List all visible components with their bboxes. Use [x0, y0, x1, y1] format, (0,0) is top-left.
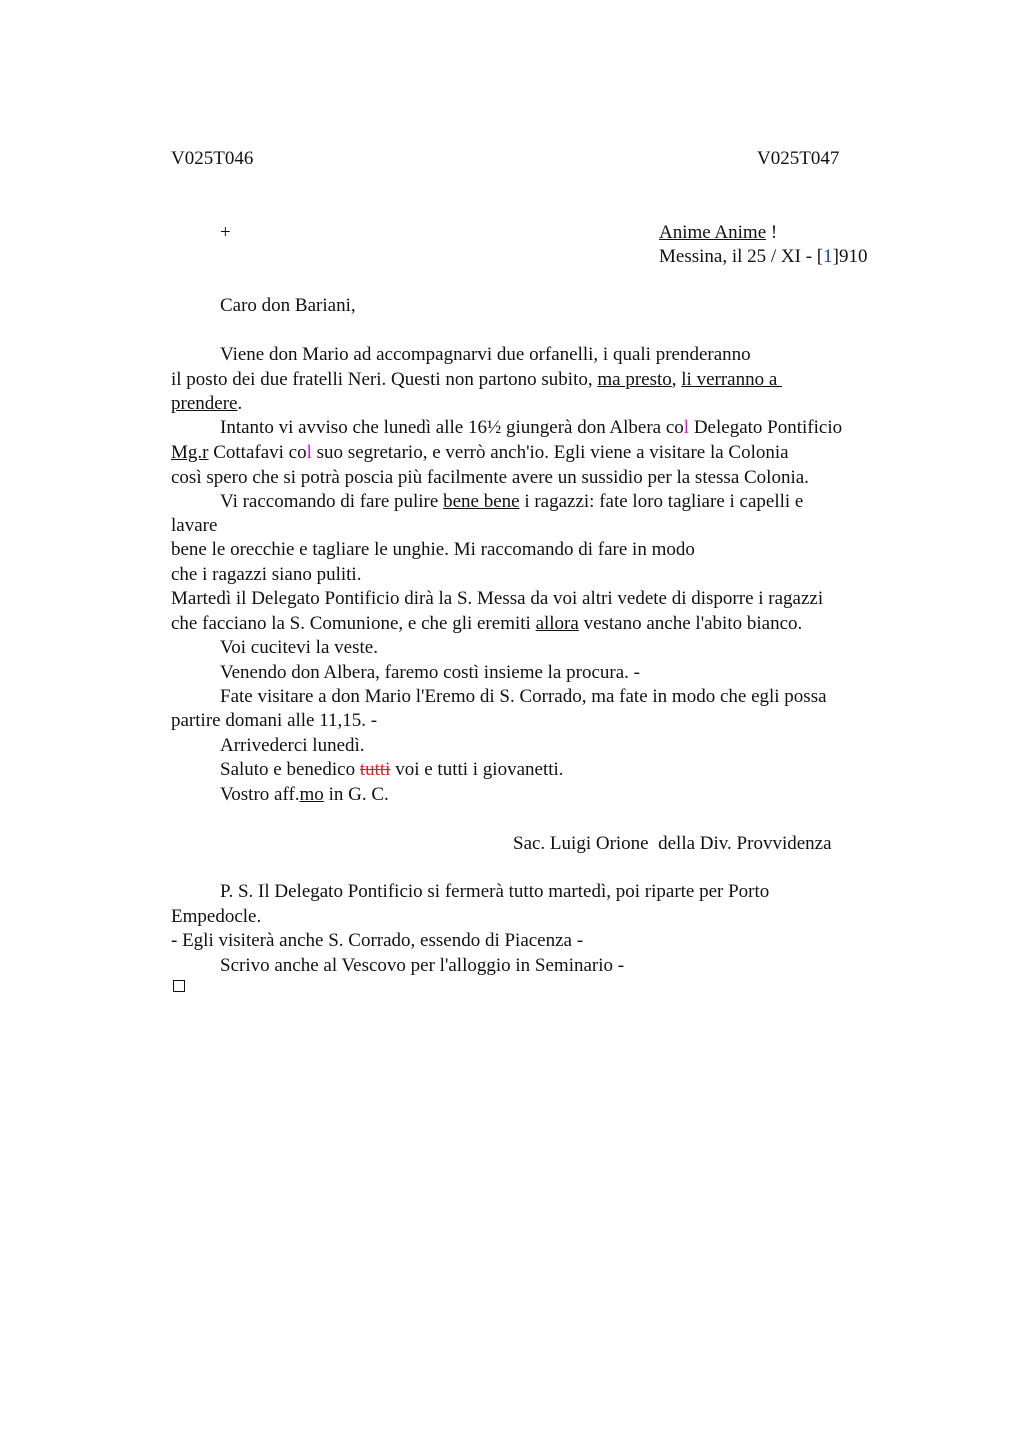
p3-line-2: lavare	[171, 515, 218, 536]
p9-text: Saluto e benedico	[220, 759, 360, 780]
p10-line	[220, 783, 389, 807]
salutation: Caro don Bariani,	[220, 295, 356, 316]
p7-line-2: partire domani alle 11,15. -	[171, 710, 378, 731]
ps-line-2: Empedocle.	[171, 906, 262, 927]
p1-line-2-text: il posto dei due fratelli Neri. Questi non partono subito,	[171, 369, 598, 390]
motto	[659, 221, 777, 245]
p1-underlined-li-verranno: li verranno a	[681, 369, 783, 390]
p3-underlined-bene-bene: bene bene	[443, 491, 520, 512]
p2-line-1-highlight: l	[683, 417, 690, 438]
p8-line: Arrivederci lunedì.	[220, 735, 365, 756]
motto-exclamation: !	[766, 222, 778, 243]
p2-line-2	[171, 441, 789, 465]
signature: Sac. Luigi Orione della Div. Provvidenza	[513, 833, 832, 854]
p2-line-1	[220, 416, 842, 440]
document-code-left: V025T046	[171, 148, 254, 169]
p2-line-3: così spero che si potrà poscia più facilmente avere un sussidio per la stessa Colonia.	[171, 467, 809, 488]
p4-line-2-end: vestano anche l'abito bianco.	[578, 613, 803, 634]
ps-line-4: Scrivo anche al Vescovo per l'alloggio in Seminario -	[220, 955, 625, 976]
p3-line-4: che i ragazzi siano puliti.	[171, 564, 362, 585]
p6-line: Venendo don Albera, faremo costì insieme la procura. -	[220, 662, 640, 683]
p1-line-2	[171, 368, 782, 392]
p4-underlined-allora: allora	[535, 613, 579, 634]
dateline-before: Messina, il 25 / XI - [	[659, 246, 824, 267]
p1-underlined-ma-presto: ma presto	[597, 369, 672, 390]
motto-text: Anime Anime	[659, 222, 767, 243]
p9-end: voi e tutti i giovanetti.	[390, 759, 564, 780]
p2-line-2-end: suo segretario, e verrò anch'io. Egli viene a visitare la Colonia	[311, 442, 789, 463]
p3-line-1-text: Vi raccomando di fare pulire	[220, 491, 444, 512]
p2-line-1-end: Delegato Pontificio	[689, 417, 843, 438]
p4-line-1: Martedì il Delegato Pontificio dirà la S. Messa da voi altri vedete di disporre i ragazzi	[171, 588, 824, 609]
p1-underlined-prendere: prendere	[171, 393, 238, 414]
p10-underlined-mo: mo	[299, 784, 324, 805]
p2-line-1-text: Intanto vi avviso che lunedì alle 16½ giungerà don Albera co	[220, 417, 684, 438]
p7-line-1: Fate visitare a don Mario l'Eremo di S. Corrado, ma fate in modo che egli possa	[220, 686, 827, 707]
p4-line-2	[171, 612, 802, 636]
p9-line	[220, 758, 564, 782]
document-code-right: V025T047	[757, 148, 840, 169]
p2-underlined-mgr: Mg.r	[171, 442, 209, 463]
p9-strikethrough-tutti: tutti	[359, 759, 391, 780]
p4-line-2-text: che facciano la S. Comunione, e che gli eremiti	[171, 613, 536, 634]
empty-box-icon	[173, 980, 185, 992]
p1-line-2-sep: ,	[671, 369, 682, 390]
p5-line: Voi cucitevi la veste.	[220, 637, 378, 658]
dateline	[659, 245, 867, 269]
dateline-editor-digit: 1	[823, 246, 833, 267]
ps-line-3: - Egli visiterà anche S. Corrado, essendo di Piacenza -	[171, 930, 584, 951]
dateline-after: ]910	[832, 246, 868, 267]
p3-line-1	[220, 490, 803, 514]
p1-line-3	[171, 392, 242, 416]
ps-line-1: P. S. Il Delegato Pontificio si fermerà tutto martedì, poi riparte per Porto	[220, 881, 770, 902]
p10-text: Vostro aff.	[220, 784, 300, 805]
p2-line-2-text: Cottafavi co	[208, 442, 307, 463]
p3-line-1-end: i ragazzi: fate loro tagliare i capelli e	[519, 491, 804, 512]
cross-mark: +	[220, 222, 231, 243]
p1-line-1: Viene don Mario ad accompagnarvi due orfanelli, i quali prenderanno	[220, 344, 751, 365]
p1-line-3-end: .	[237, 393, 243, 414]
p3-line-3: bene le orecchie e tagliare le unghie. Mi raccomando di fare in modo	[171, 539, 695, 560]
p10-end: in G. C.	[323, 784, 389, 805]
p2-line-2-highlight: l	[306, 442, 312, 463]
